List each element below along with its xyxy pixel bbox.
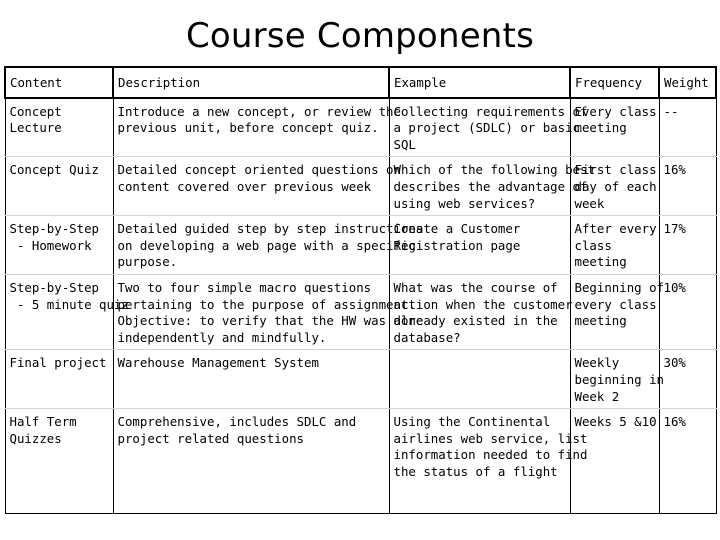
cell-example: Which of the following best describes the advantage of using web services?	[389, 157, 570, 216]
cell-content: Concept Quiz	[5, 157, 113, 216]
header-frequency: Frequency	[570, 67, 659, 98]
course-components-table	[4, 66, 717, 514]
cell-weight: --	[659, 98, 716, 157]
cell-content: Half Term Quizzes	[5, 409, 113, 514]
cell-frequency: First class day of each week	[570, 157, 659, 216]
cell-example: Collecting requirements of a project (SDLC) or basic SQL	[389, 98, 570, 157]
cell-frequency: Weeks 5 &10	[570, 409, 659, 514]
cell-content: Concept Lecture	[5, 98, 113, 157]
cell-description: Warehouse Management System	[113, 350, 389, 409]
table-row	[5, 350, 716, 409]
cell-frequency: Every class meeting	[570, 98, 659, 157]
cell-description: Comprehensive, includes SDLC and project related questions	[113, 409, 389, 514]
cell-description: Detailed guided step by step instructions on developing a web page with a specific purpose.	[113, 216, 389, 275]
cell-weight: 17%	[659, 216, 716, 275]
header-row	[5, 67, 716, 98]
cell-example: Create a Customer Registration page	[389, 216, 570, 275]
cell-content: Final project	[5, 350, 113, 409]
cell-frequency: Weekly beginning in Week 2	[570, 350, 659, 409]
cell-weight: 16%	[659, 157, 716, 216]
table-row	[5, 157, 716, 216]
cell-weight: 30%	[659, 350, 716, 409]
header-weight: Weight	[659, 67, 716, 98]
table-row	[5, 274, 716, 349]
header-example: Example	[389, 67, 570, 98]
header-content: Content	[5, 67, 113, 98]
cell-description: Two to four simple macro questions pertaining to the purpose of assignment. Objective: to verify that the HW was done independently and mindfully.	[113, 274, 389, 349]
cell-frequency: After every class meeting	[570, 216, 659, 275]
table-row	[5, 409, 716, 514]
cell-content: Step-by-Step - 5 minute quiz	[5, 274, 113, 349]
table-row	[5, 216, 716, 275]
cell-example: What was the course of action when the customer already existed in the database?	[389, 274, 570, 349]
cell-description: Detailed concept oriented questions on content covered over previous week	[113, 157, 389, 216]
header-description: Description	[113, 67, 389, 98]
cell-weight: 16%	[659, 409, 716, 514]
cell-example: Using the Continental airlines web service, list information needed to find the status of a flight	[389, 409, 570, 514]
cell-description: Introduce a new concept, or review the previous unit, before concept quiz.	[113, 98, 389, 157]
cell-frequency: Beginning of every class meeting	[570, 274, 659, 349]
cell-example	[389, 350, 570, 409]
page-title: Course Components	[185, 16, 534, 56]
table-row	[5, 98, 716, 157]
cell-content: Step-by-Step - Homework	[5, 216, 113, 275]
cell-weight: 10%	[659, 274, 716, 349]
